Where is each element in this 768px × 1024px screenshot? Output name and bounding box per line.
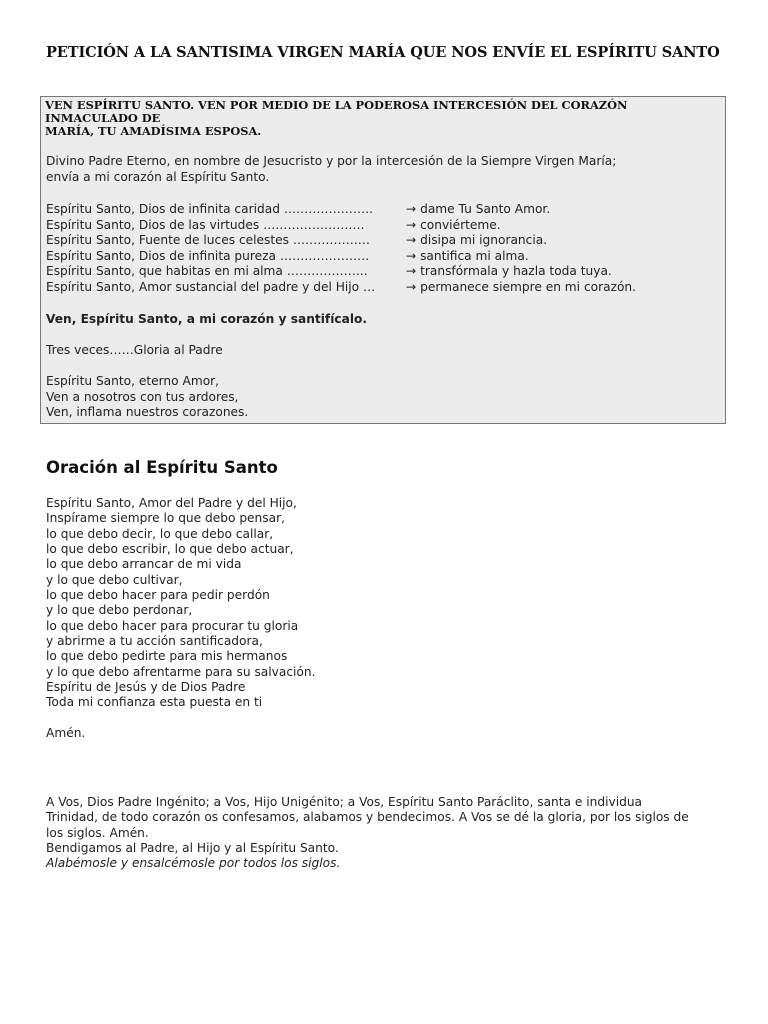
closing-line: Trinidad, de todo corazón os confesamos, alabamos y bendecimos. A Vos se dé la gloria, por los siglos de xyxy=(46,810,689,825)
poem-line: y lo que debo afrentarme para su salvación. xyxy=(46,664,316,679)
ending-line: Espíritu Santo, eterno Amor, xyxy=(46,374,220,388)
invocation-left: Espíritu Santo, Fuente de luces celestes ………………. xyxy=(46,233,370,247)
poem-line: lo que debo escribir, lo que debo actuar, xyxy=(46,542,294,557)
closing-line: A Vos, Dios Padre Ingénito; a Vos, Hijo Unigénito; a Vos, Espíritu Santo Paráclito, santa e individua xyxy=(46,795,643,809)
poem-line: lo que debo pedirte para mis hermanos xyxy=(46,649,288,664)
poem-line: Espíritu Santo, Amor del Padre y del Hijo, xyxy=(46,496,297,510)
closing-italic-line: Alabémosle y ensalcémosle por todos los siglos. xyxy=(46,856,341,871)
box-header-line: VEN ESPÍRITU SANTO. VEN POR MEDIO DE LA PODEROSA INTERCESIÓN DEL CORAZÓN INMACULADO DE xyxy=(45,98,628,125)
invocation-right: → disipa mi ignorancia. xyxy=(406,233,548,247)
poem-line: Inspírame siempre lo que debo pensar, xyxy=(46,511,285,526)
invocation-row xyxy=(46,218,706,233)
closing-line: los siglos. Amén. xyxy=(46,825,149,840)
invocation-right: → conviérteme. xyxy=(406,217,501,232)
invocation-left: Espíritu Santo, Dios de infinita pureza …………………. xyxy=(46,248,370,263)
amen-line: Amén. xyxy=(46,726,86,741)
ending-line: Ven, inflama nuestros corazones. xyxy=(46,405,249,419)
poem-line: y lo que debo perdonar, xyxy=(46,603,193,618)
invocation-row xyxy=(46,202,706,217)
invocation-right: → permanece siempre en mi corazón. xyxy=(406,279,637,294)
invocation-left: Espíritu Santo, Dios de infinita caridad …………………. xyxy=(46,202,374,216)
invocation-row xyxy=(46,280,706,295)
poem xyxy=(46,496,315,742)
poem-line: lo que debo hacer para procurar tu gloria xyxy=(46,618,299,633)
closing-line: Bendigamos al Padre, al Hijo y al Espíritu Santo. xyxy=(46,840,339,855)
bold-invocation: Ven, Espíritu Santo, a mi corazón y santifícalo. xyxy=(46,312,368,326)
invocation-row xyxy=(46,249,706,264)
invocation-right: → transfórmala y hazla toda tuya. xyxy=(406,264,612,278)
poem-line: Espíritu de Jesús y de Dios Padre xyxy=(46,680,246,695)
invocation-right: → dame Tu Santo Amor. xyxy=(406,202,551,216)
closing-prayer xyxy=(46,795,726,871)
invocation-row xyxy=(46,233,706,248)
poem-line: y abrirme a tu acción santificadora, xyxy=(46,634,263,649)
invocation-left: Espíritu Santo, Dios de las virtudes ……………………. xyxy=(46,217,365,232)
invocation-left: Espíritu Santo, Amor sustancial del padre y del Hijo … xyxy=(46,279,376,294)
ending-line: Ven a nosotros con tus ardores, xyxy=(46,389,239,404)
page-title: PETICIÓN A LA SANTISIMA VIRGEN MARÍA QUE NOS ENVÍE EL ESPÍRITU SANTO xyxy=(46,44,720,61)
invocation-right: → santifica mi alma. xyxy=(406,248,529,263)
poem-line: Toda mi confianza esta puesta en ti xyxy=(46,695,263,710)
poem-line: lo que debo arrancar de mi vida xyxy=(46,557,242,572)
section-heading: Oración al Espíritu Santo xyxy=(46,458,278,477)
poem-line: lo que debo hacer para pedir perdón xyxy=(46,588,270,603)
blank-line xyxy=(46,711,315,726)
box-body xyxy=(41,124,725,423)
poem-line: lo que debo decir, lo que debo callar, xyxy=(46,526,274,541)
gloria-line: Tres veces……Gloria al Padre xyxy=(46,343,223,357)
poem-line: y lo que debo cultivar, xyxy=(46,572,183,587)
invocation-left: Espíritu Santo, que habitas en mi alma ……………….. xyxy=(46,264,368,278)
box-header-line: MARÍA, TU AMADÍSIMA ESPOSA. xyxy=(45,124,262,138)
prayer-box xyxy=(40,96,726,424)
intro-line: envía a mi corazón al Espíritu Santo. xyxy=(46,170,270,184)
invocation-row xyxy=(46,264,706,279)
intro-line: Divino Padre Eterno, en nombre de Jesucristo y por la intercesión de la Siempre Virgen María; xyxy=(46,154,617,168)
